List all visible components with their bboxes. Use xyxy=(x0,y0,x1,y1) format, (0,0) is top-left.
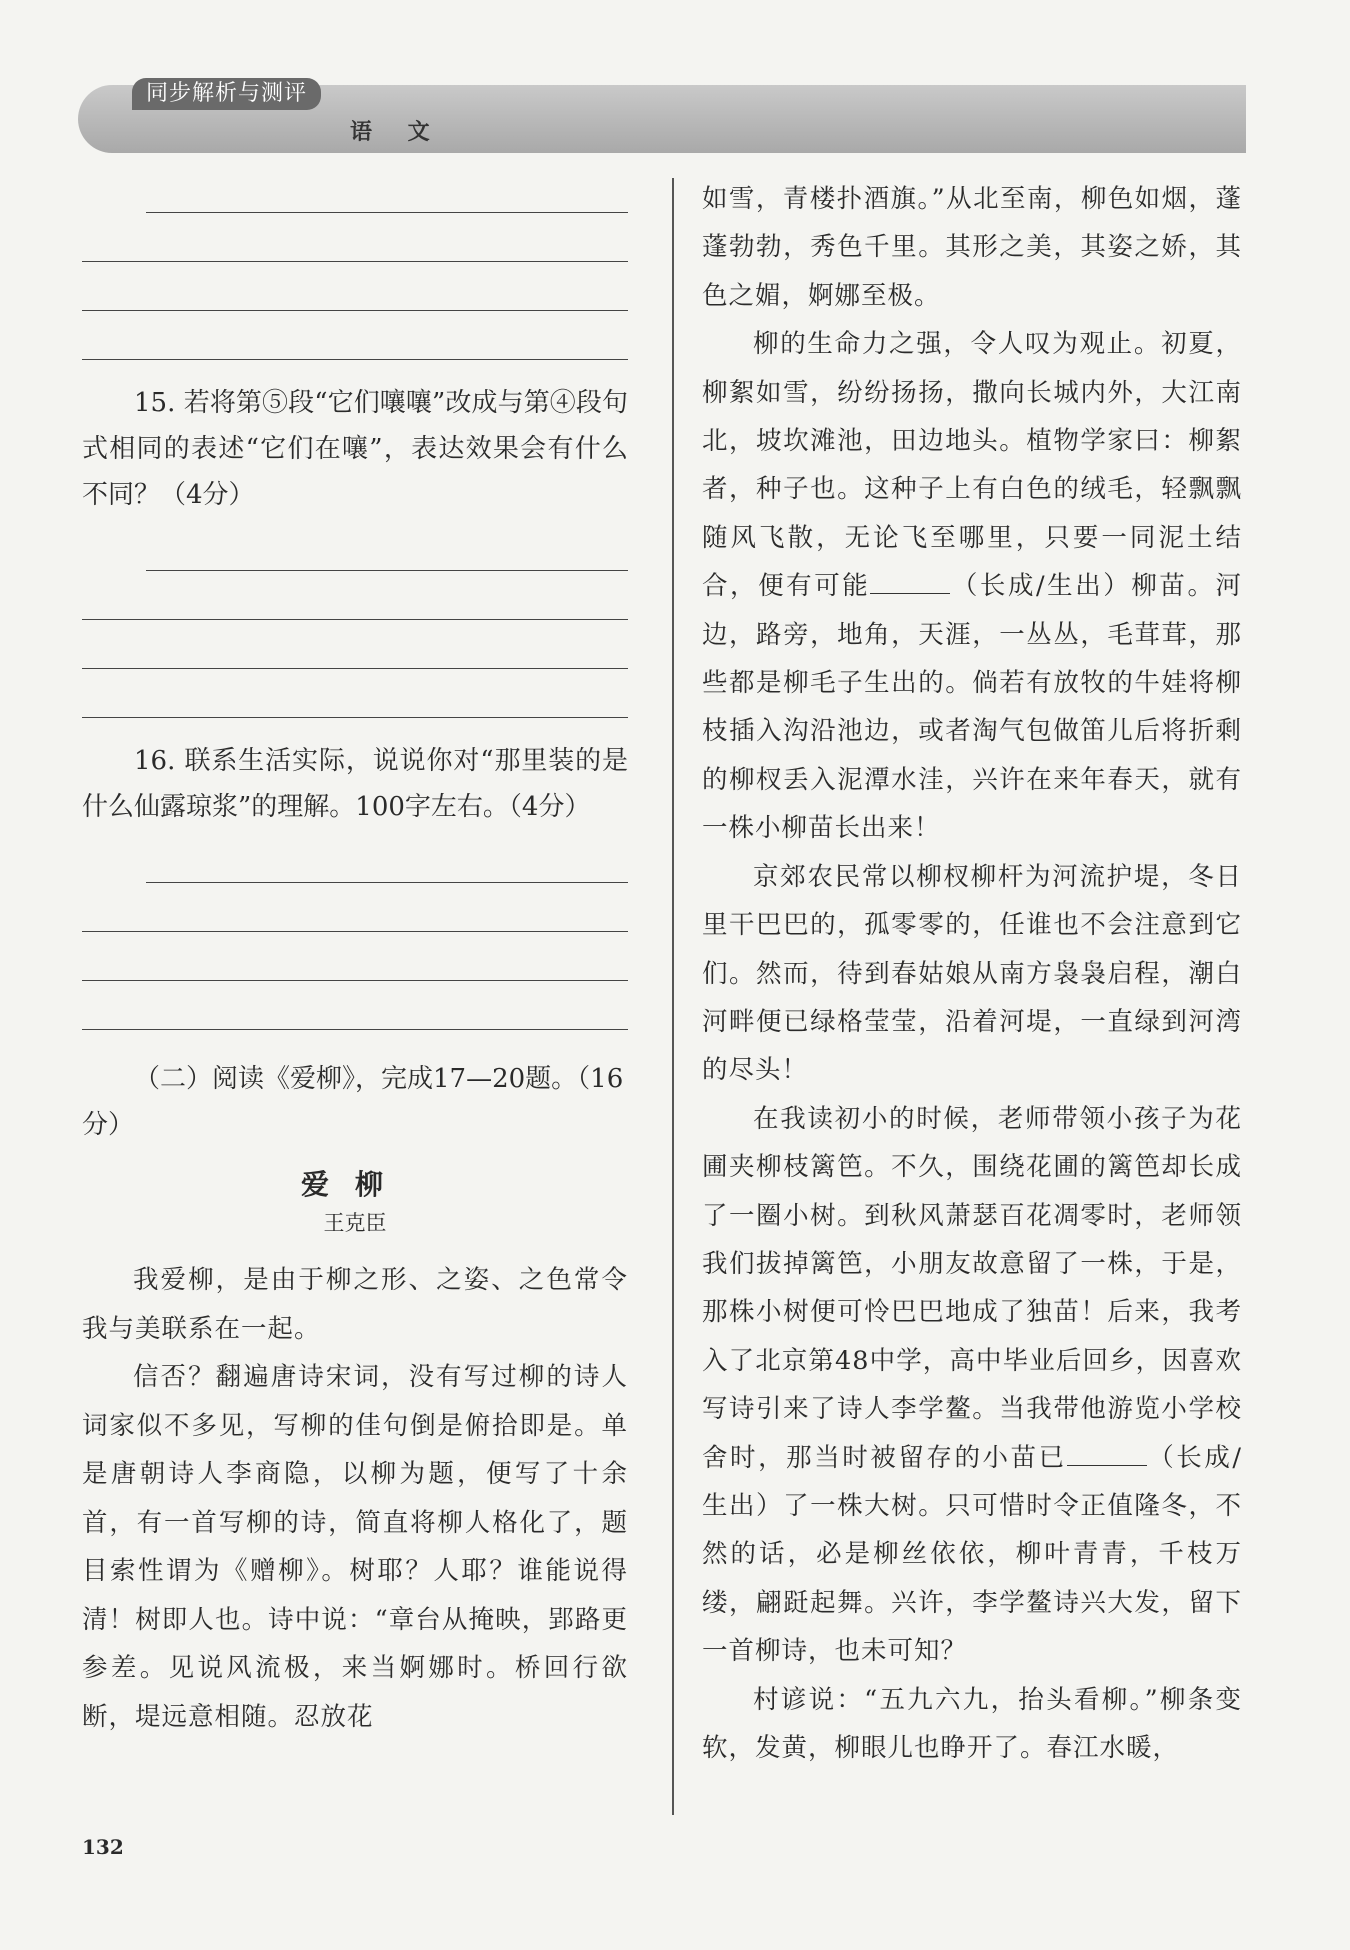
paragraph-text: 在我读初小的时候，老师带领小孩子为花圃夹柳枝篱笆。不久，围绕花圃的篱笆却长成了一圈小树。到秋风萧瑟百花凋零时，老师领我们拔掉篱笆，小朋友故意留了一株，于是，那株小树便可怜巴巴地成了独苗！后来，我考入了北京第48中学，高中毕业后回乡，因喜欢写诗引来了诗人李学鳌。当我带他游览小学校舍时，那当时被留存的小苗已 xyxy=(702,1103,1242,1473)
page-number: 132 xyxy=(82,1835,124,1859)
paragraph-text: 柳的生命力之强，令人叹为观止。初夏，柳絮如雪，纷纷扬扬，撒向长城内外，大江南北，坡坎滩池，田边地头。植物学家曰：柳絮者，种子也。这种子上有白色的绒毛，轻飘飘随风飞散，无论飞至哪里，只要一同泥土结合，便有可能 xyxy=(702,329,1242,602)
paragraph xyxy=(702,320,1242,852)
left-column xyxy=(82,180,628,1741)
answer-line[interactable] xyxy=(82,311,628,360)
paragraph-text: （长成/生出）了一株大树。只可惜时令正值隆冬，不然的话，必是柳丝依依，柳叶青青，千枝万缕，翩跹起舞。兴许，李学鳌诗兴大发，留下一首柳诗，也未可知？ xyxy=(702,1442,1242,1667)
answer-line[interactable] xyxy=(82,620,628,669)
answer-line[interactable] xyxy=(146,180,628,213)
section-heading: （二）阅读《爱柳》，完成17—20题。（16分） xyxy=(82,1064,624,1140)
fill-blank[interactable] xyxy=(870,565,950,594)
answer-line[interactable] xyxy=(146,522,628,571)
question-16: 16. 联系生活实际，说说你对“那里装的是什么仙露琼浆”的理解。100字左右。（4分） xyxy=(82,746,628,822)
fill-blank[interactable] xyxy=(1067,1437,1147,1466)
series-title: 同步解析与测评 xyxy=(132,78,321,110)
answer-line[interactable] xyxy=(146,834,628,883)
paragraph-text: （长成/生出）柳苗。河边，路旁，地角，天涯，一丛丛，毛茸茸，那些都是柳毛子生出的。倘若有放牧的牛娃将柳枝插入沟沿池边，或者淘气包做笛儿后将折剩的柳杈丢入泥潭水洼，兴许在来年春天，就有一株小柳苗长出来！ xyxy=(702,571,1242,844)
answer-line[interactable] xyxy=(82,262,628,311)
answer-line[interactable] xyxy=(82,571,628,620)
paragraph xyxy=(702,1095,1242,1676)
paragraph: 如雪，青楼扑酒旗。”从北至南，柳色如烟，蓬蓬勃勃，秀色千里。其形之美，其姿之娇，其色之媚，婀娜至极。 xyxy=(702,184,1242,311)
subject-label: 语 文 xyxy=(350,120,444,145)
column-divider xyxy=(672,178,674,1815)
answer-line[interactable] xyxy=(82,883,628,932)
article-title: 爱柳 xyxy=(300,1168,409,1201)
answer-line[interactable] xyxy=(82,669,628,718)
article-author: 王克臣 xyxy=(323,1211,387,1235)
paragraph: 村谚说：“五九六九，抬头看柳。”柳条变软，发黄，柳眼儿也睁开了。春江水暖， xyxy=(702,1684,1242,1763)
answer-line[interactable] xyxy=(82,213,628,262)
question-15: 15. 若将第⑤段“它们嚷嚷”改成与第④段句式相同的表述“它们在嚷”，表达效果会有什么不同？（4分） xyxy=(82,388,628,510)
paragraph: 京郊农民常以柳杈柳杆为河流护堤，冬日里干巴巴的，孤零零的，任谁也不会注意到它们。然而，待到春姑娘从南方袅袅启程，潮白河畔便已绿格莹莹，沿着河堤，一直绿到河湾的尽头！ xyxy=(702,861,1242,1086)
paragraph: 我爱柳，是由于柳之形、之姿、之色常令我与美联系在一起。 xyxy=(82,1265,628,1344)
right-column xyxy=(702,175,1242,1772)
answer-line[interactable] xyxy=(82,981,628,1030)
paragraph: 信否？翻遍唐诗宋词，没有写过柳的诗人词家似不多见，写柳的佳句倒是俯拾即是。单是唐朝诗人李商隐，以柳为题，便写了十余首，有一首写柳的诗，简直将柳人格化了，题目索性谓为《赠柳》。树耶？人耶？谁能说得清！树即人也。诗中说：“章台从掩映，郢路更参差。见说风流极，来当婀娜时。桥回行欲断，堤远意相随。忍放花 xyxy=(82,1362,628,1732)
answer-line[interactable] xyxy=(82,932,628,981)
